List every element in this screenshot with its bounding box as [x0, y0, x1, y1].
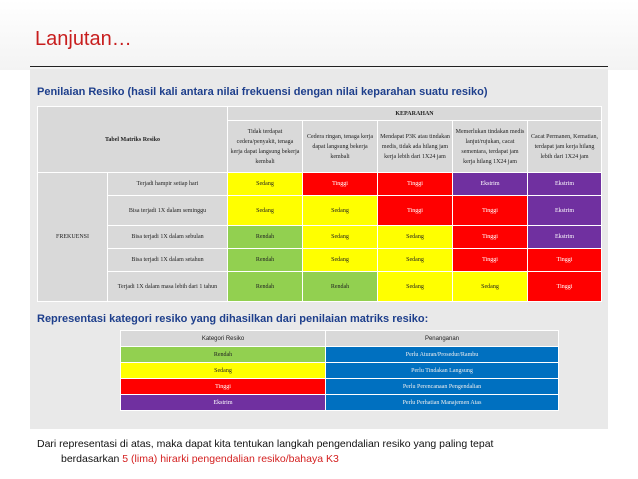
category-cell: Rendah	[121, 347, 326, 363]
severity-header: Memerlukan tindakan medis lanjut/rujukan, cacat sementara, terdapat jam kerja hilang 1X24 jam	[453, 121, 528, 173]
slide-title: Lanjutan…	[35, 28, 132, 50]
risk-cell: Sedang	[378, 249, 453, 272]
risk-cell: Sedang	[228, 173, 303, 196]
handling-column-header: Penanganan	[326, 331, 559, 347]
matrix-row	[38, 249, 602, 272]
risk-cell: Sedang	[378, 272, 453, 302]
risk-cell: Sedang	[378, 226, 453, 249]
risk-cell: Ekstrim	[453, 173, 528, 196]
risk-matrix-table	[37, 106, 602, 302]
risk-cell: Sedang	[228, 196, 303, 226]
category-row	[121, 347, 559, 363]
risk-category-table	[120, 330, 559, 411]
control-hierarchy-link-text: 5 (lima) hirarki pengendalian resiko/bahaya K3	[122, 453, 339, 465]
frequency-label: Terjadi hampir setiap hari	[108, 173, 228, 196]
matrix-row	[38, 196, 602, 226]
risk-cell: Tinggi	[378, 173, 453, 196]
matrix-corner-label: Tabel Matriks Resiko	[38, 107, 228, 173]
severity-header: Tidak terdapat cedera/penyakit, tenaga kerja dapat langsung bekerja kembali	[228, 121, 303, 173]
risk-cell: Ekstrim	[528, 226, 602, 249]
title-divider	[30, 66, 608, 67]
category-row	[121, 395, 559, 411]
frekuensi-label: FREKUENSI	[38, 173, 108, 302]
risk-cell: Sedang	[303, 249, 378, 272]
risk-cell: Sedang	[453, 272, 528, 302]
risk-cell: Rendah	[228, 226, 303, 249]
risk-assessment-heading: Penilaian Resiko (hasil kali antara nilai frekuensi dengan nilai keparahan suatu resiko)	[37, 86, 488, 98]
severity-header: Mendapat P3K atau tindakan medis, tidak ada hilang jam kerja lebih dari 1X24 jam	[378, 121, 453, 173]
handling-cell: Perlu Perencanaan Pengendalian	[326, 379, 559, 395]
frequency-label: Bisa terjadi 1X dalam sebulan	[108, 226, 228, 249]
severity-header: Cedera ringan, tenaga kerja dapat langsung bekerja kembali	[303, 121, 378, 173]
risk-cell: Rendah	[228, 272, 303, 302]
handling-cell: Perlu Tindakan Langsung	[326, 363, 559, 379]
risk-cell: Tinggi	[453, 196, 528, 226]
category-column-header: Kategori Resiko	[121, 331, 326, 347]
risk-cell: Tinggi	[378, 196, 453, 226]
conclusion-line-2	[37, 452, 602, 467]
severity-header: Cacat Permanen, Kematian, terdapat jam kerja hilang lebih dari 1X24 jam	[528, 121, 602, 173]
risk-cell: Tinggi	[453, 226, 528, 249]
frequency-label: Bisa terjadi 1X dalam seminggu	[108, 196, 228, 226]
handling-cell: Perlu Perhatian Manajemen Atas	[326, 395, 559, 411]
category-cell: Tinggi	[121, 379, 326, 395]
risk-cell: Ekstrim	[528, 196, 602, 226]
risk-cell: Ekstrim	[528, 173, 602, 196]
risk-cell: Rendah	[228, 249, 303, 272]
category-cell: Sedang	[121, 363, 326, 379]
matrix-row	[38, 272, 602, 302]
matrix-row	[38, 173, 602, 196]
risk-cell: Sedang	[303, 226, 378, 249]
keparahan-header: KEPARAHAN	[228, 107, 602, 121]
risk-cell: Sedang	[303, 196, 378, 226]
category-cell: Ekstrim	[121, 395, 326, 411]
risk-cell: Tinggi	[303, 173, 378, 196]
frequency-label: Terjadi 1X dalam masa lebih dari 1 tahun	[108, 272, 228, 302]
matrix-row	[38, 226, 602, 249]
category-row	[121, 379, 559, 395]
risk-cell: Tinggi	[528, 272, 602, 302]
risk-cell: Tinggi	[528, 249, 602, 272]
conclusion-text	[37, 437, 602, 467]
category-row	[121, 363, 559, 379]
frequency-label: Bisa terjadi 1X dalam setahun	[108, 249, 228, 272]
conclusion-line-2-prefix: berdasarkan	[61, 453, 123, 465]
handling-cell: Perlu Aturan/Prosedur/Rambu	[326, 347, 559, 363]
conclusion-line-1: Dari representasi di atas, maka dapat kita tentukan langkah pengendalian resiko yang paling tepat	[37, 438, 494, 450]
risk-cell: Rendah	[303, 272, 378, 302]
risk-representation-heading: Representasi kategori resiko yang dihasilkan dari penilaian matriks resiko:	[37, 313, 429, 325]
risk-cell: Tinggi	[453, 249, 528, 272]
